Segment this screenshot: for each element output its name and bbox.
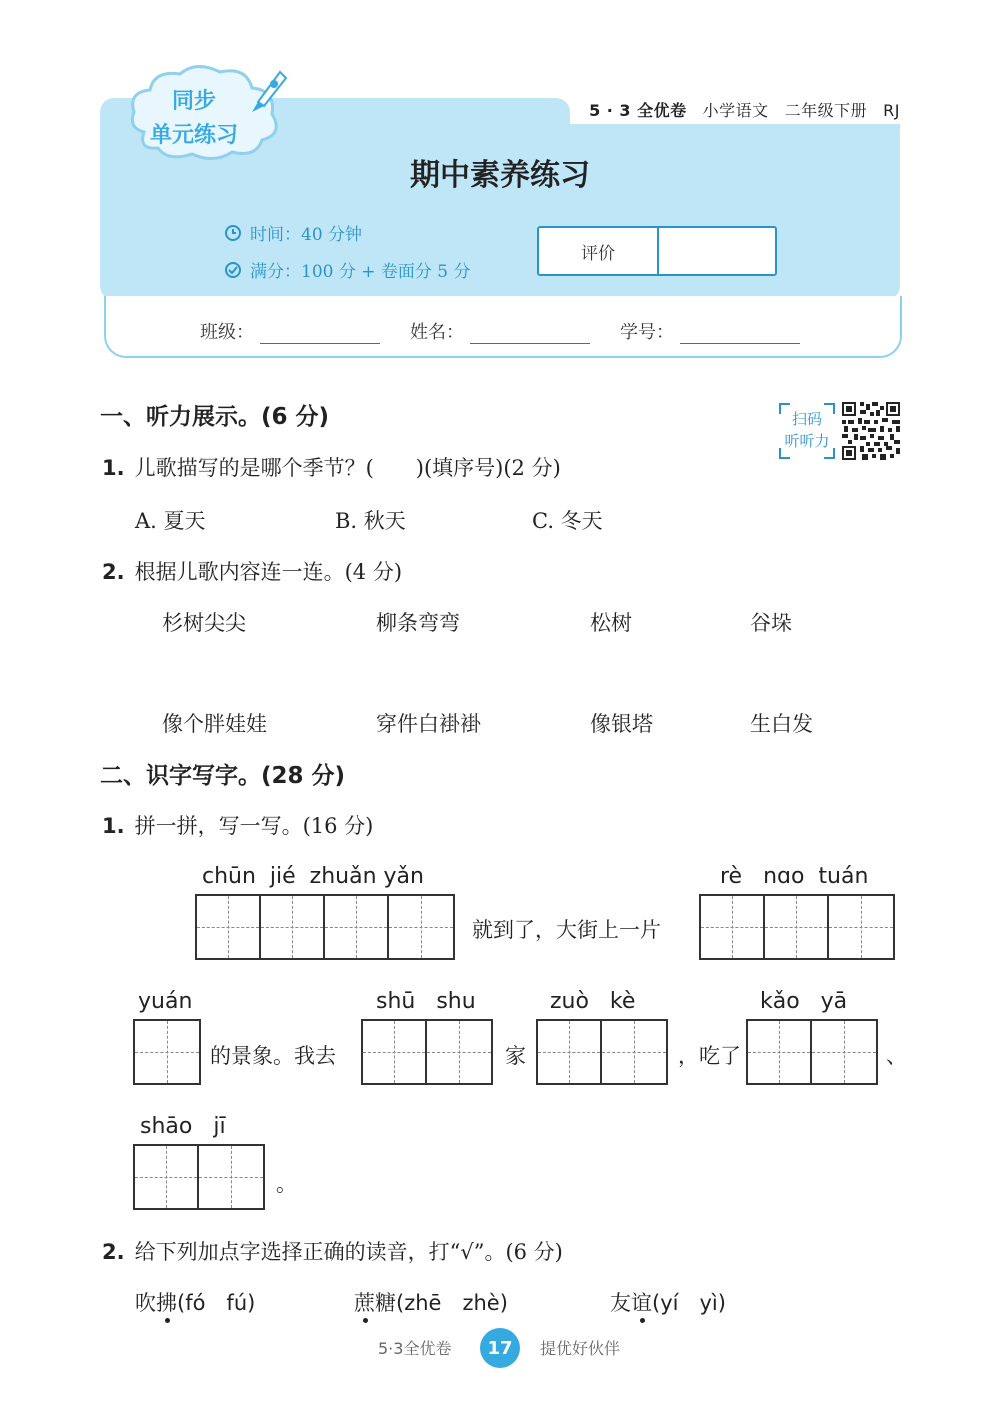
match-bottom-3[interactable]: 像银塔 — [590, 712, 653, 736]
match-top-2[interactable]: 柳条弯弯 — [376, 611, 460, 635]
grid-cell[interactable] — [748, 1021, 812, 1083]
match-top-1[interactable]: 杉树尖尖 — [162, 611, 246, 635]
name-field[interactable] — [410, 318, 590, 344]
pinyin-shaoji: shāo jī — [140, 1114, 226, 1139]
s2-q2-text: 给下列加点字选择正确的读音，打“√”。(6 分) — [134, 1240, 563, 1264]
match-bottom-1[interactable]: 像个胖娃娃 — [162, 712, 267, 736]
grid-cell[interactable] — [261, 896, 325, 958]
reading-item-3[interactable] — [610, 1287, 726, 1317]
scan-frame-icon — [778, 402, 836, 460]
class-label: 班级： — [200, 322, 254, 343]
section1-title: 一、听力展示。(6 分) — [100, 404, 330, 430]
reading-item-2[interactable] — [354, 1287, 508, 1317]
footer-slogan: 提优好伙伴 — [540, 1339, 621, 1358]
student-id-label: 学号： — [620, 322, 674, 343]
s2-question1 — [102, 810, 373, 840]
class-line[interactable] — [260, 321, 380, 344]
time-row — [224, 220, 362, 245]
s2-q1-number: 1. — [102, 814, 125, 838]
option-c[interactable]: C. 冬天 — [532, 509, 603, 533]
s1-question2 — [102, 556, 402, 586]
footer-brand: 5·3全优卷 — [378, 1339, 452, 1358]
pinyin-yuan: yuán — [138, 989, 193, 1014]
grid-cell[interactable] — [389, 896, 453, 958]
grid-cell[interactable] — [538, 1021, 602, 1083]
page-number: 17 — [480, 1328, 520, 1368]
sentence-text-4: ，吃了 — [678, 1044, 741, 1068]
writing-grid-2c[interactable] — [746, 1019, 878, 1085]
grid-cell[interactable] — [427, 1021, 491, 1083]
s2-q2-number: 2. — [102, 1240, 125, 1264]
scan-line2: 听听力 — [784, 432, 830, 450]
qr-code-icon[interactable] — [842, 402, 900, 460]
s1-q2-number: 2. — [102, 560, 125, 584]
sentence-text-6: 。 — [276, 1172, 297, 1196]
grid-cell[interactable] — [135, 1146, 199, 1208]
writing-grid-2d[interactable] — [133, 1144, 265, 1210]
option-a[interactable]: A. 夏天 — [135, 509, 206, 533]
w2-dotted-char: 蔗 — [354, 1291, 375, 1315]
scan-label — [778, 402, 836, 460]
option-b[interactable]: B. 秋天 — [335, 509, 406, 533]
score-text: 满分：100 分 + 卷面分 5 分 — [250, 262, 471, 282]
s1-question1 — [102, 452, 561, 482]
badge-line1: 同步 — [172, 89, 217, 114]
badge-line2: 单元练习 — [150, 123, 239, 148]
w1-char-a: 吹 — [135, 1291, 156, 1315]
student-id-line[interactable] — [680, 321, 800, 344]
grid-cell[interactable] — [812, 1021, 876, 1083]
s1-q1-number: 1. — [102, 456, 125, 480]
writing-grid-4[interactable] — [195, 894, 455, 960]
grid-cell[interactable] — [829, 896, 893, 958]
clock-icon — [224, 224, 242, 242]
evaluation-box[interactable] — [537, 226, 777, 276]
evaluation-label: 评价 — [539, 228, 659, 274]
grid-cell[interactable] — [197, 896, 261, 958]
w3-dotted-char: 谊 — [631, 1291, 652, 1315]
grid-cell[interactable] — [701, 896, 765, 958]
sentence-text-1: 就到了，大街上一片 — [472, 918, 661, 942]
grid-cell[interactable] — [199, 1146, 263, 1208]
reading-item-1[interactable] — [135, 1287, 255, 1317]
s1-q1-text: 儿歌描写的是哪个季节？( )(填序号)(2 分) — [134, 456, 561, 480]
writing-grid-2b[interactable] — [536, 1019, 668, 1085]
name-label: 姓名： — [410, 322, 464, 343]
series-edition: RJ — [883, 101, 900, 120]
scan-line1: 扫码 — [791, 410, 822, 428]
page-title: 期中素养练习 — [410, 158, 590, 193]
writing-grid-1[interactable] — [133, 1019, 201, 1085]
match-bottom-4[interactable]: 生白发 — [750, 712, 813, 736]
sentence-text-3: 家 — [505, 1044, 526, 1068]
w3-options[interactable]: (yí yì) — [652, 1291, 726, 1315]
check-circle-icon — [224, 261, 242, 279]
series-subject: 小学语文 — [702, 101, 769, 120]
writing-grid-2a[interactable] — [361, 1019, 493, 1085]
grid-cell[interactable] — [363, 1021, 427, 1083]
section2-title: 二、识字写字。(28 分) — [100, 763, 346, 789]
w3-char-a: 友 — [610, 1291, 631, 1315]
pinyin-chunjie: chūn jié zhuǎn yǎn — [202, 864, 424, 889]
match-top-4[interactable]: 谷垛 — [750, 611, 792, 635]
w2-rest[interactable]: 糖(zhē zhè) — [375, 1291, 508, 1315]
sentence-text-5: 、 — [886, 1044, 907, 1068]
match-bottom-2[interactable]: 穿件白褂褂 — [376, 712, 481, 736]
pinyin-kaoya: kǎo yā — [760, 989, 848, 1014]
grid-cell[interactable] — [325, 896, 389, 958]
series-info — [589, 98, 900, 121]
grid-cell[interactable] — [765, 896, 829, 958]
match-top-3[interactable]: 松树 — [590, 611, 632, 635]
pinyin-zuoke: zuò kè — [550, 989, 636, 1014]
w1-dotted-char: 拂 — [156, 1291, 177, 1315]
pinyin-shushu: shū shu — [376, 989, 476, 1014]
class-field[interactable] — [200, 318, 380, 344]
score-row — [224, 257, 471, 282]
time-text: 时间：40 分钟 — [250, 225, 363, 245]
s2-question2 — [102, 1236, 563, 1266]
student-id-field[interactable] — [620, 318, 800, 344]
grid-cell[interactable] — [135, 1021, 199, 1083]
sentence-text-2: 的景象。我去 — [210, 1044, 336, 1068]
s1-q2-text: 根据儿歌内容连一连。(4 分) — [134, 560, 403, 584]
series-brand: 5 · 3 全优卷 — [589, 101, 687, 120]
series-grade: 二年级下册 — [784, 101, 868, 120]
name-line[interactable] — [470, 321, 590, 344]
grid-cell[interactable] — [602, 1021, 666, 1083]
w1-options[interactable]: (fó fú) — [177, 1291, 256, 1315]
pinyin-renao: rè nɑo tuán — [720, 864, 869, 889]
s2-q1-text: 拼一拼，写一写。(16 分) — [134, 814, 374, 838]
writing-grid-3[interactable] — [699, 894, 895, 960]
